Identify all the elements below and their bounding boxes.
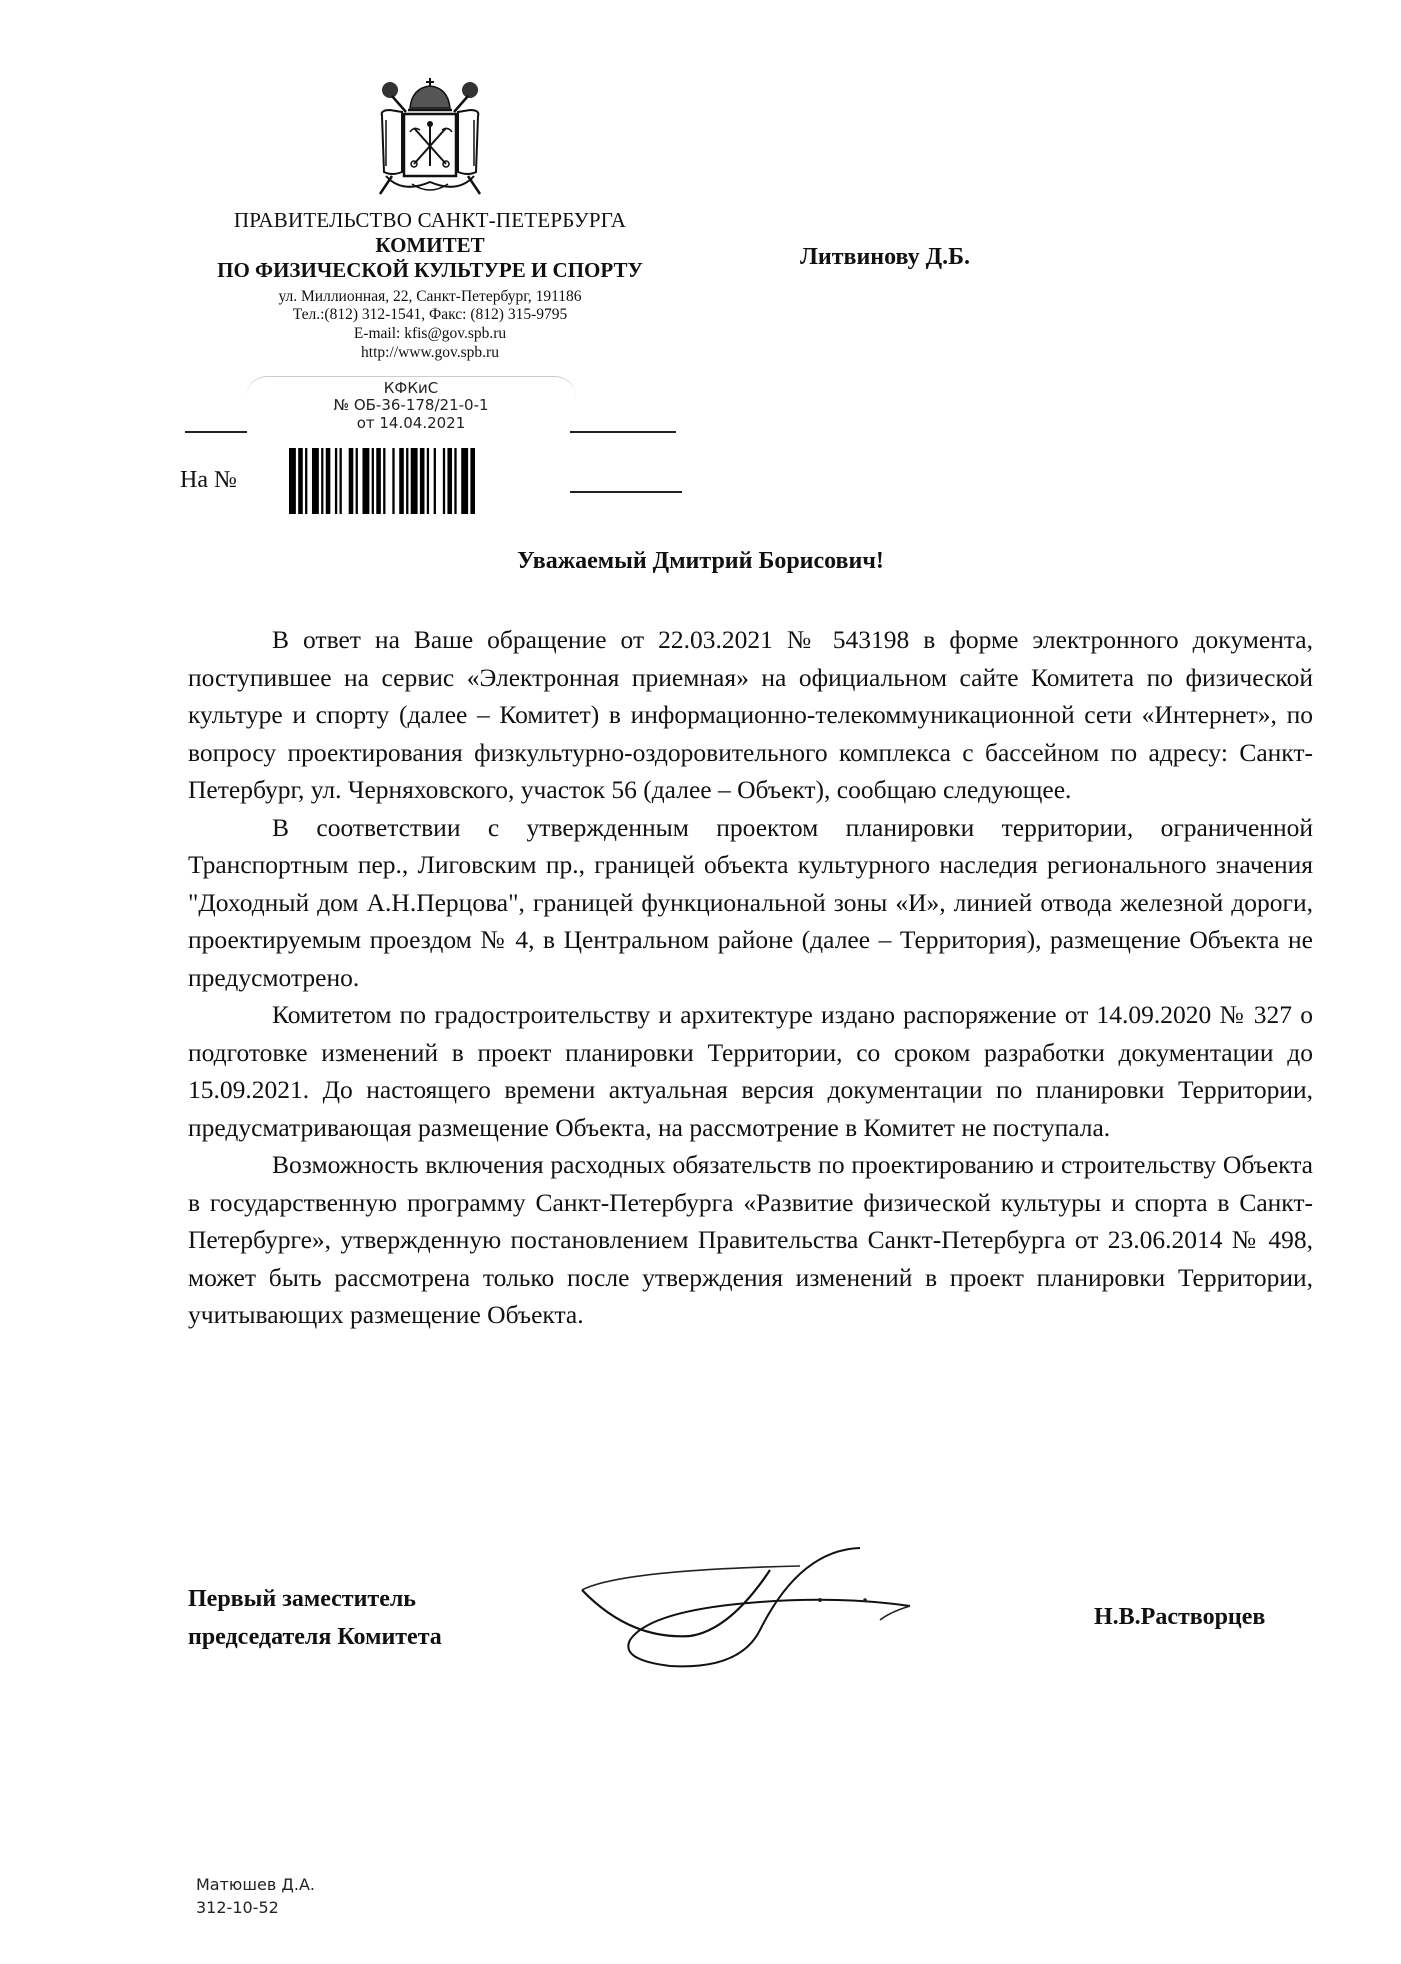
barcode-bar [376, 448, 381, 514]
executor-info [196, 1873, 315, 1919]
barcode-bar [461, 448, 468, 514]
website: http://www.gov.spb.ru [361, 344, 499, 362]
barcode-bar [411, 448, 418, 514]
recipient: Литвинову Д.Б. [800, 244, 971, 270]
body-paragraph: Комитетом по градостроительству и архитектуре издано распоряжение от 14.09.2020 № 327 о подготовке изменений в проект планировки Территории, со сроком разработки документации до 15.09.2021. До настоящего времени актуальная версия документации по планировки Территории, предусматривающая размещение Объекта, на рассмотрение в Комитет не поступала. [188, 1000, 1313, 1142]
barcode-bar [349, 448, 354, 514]
government-name: ПРАВИТЕЛЬСТВО САНКТ-ПЕТЕРБУРГА [233, 208, 627, 232]
barcode-icon [289, 448, 475, 514]
barcode-bar [356, 448, 358, 514]
letterhead [150, 208, 710, 363]
registration-stamp [246, 380, 576, 432]
reference-label: На № [180, 467, 237, 493]
greeting: Уважаемый Дмитрий Борисович! [517, 548, 884, 574]
address: ул. Миллионная, 22, Санкт-Петербург, 191186 [278, 287, 582, 305]
body-paragraph: Возможность включения расходных обязательств по проектированию и строительству Объекта в государственную программу Санкт-Петербурга «Развитие физической культуры и спорта в Санкт-Петербурге», утвержденную постановлением Правительства Санкт-Петербурга от 23.06.2014 № 498, может быть рассмотрена только после утверждения изменений в проект планировки Территории, учитывающих размещение Объекта. [188, 1150, 1313, 1329]
barcode-bar [406, 448, 408, 514]
barcode-bar [305, 448, 307, 514]
executor-name: Матюшев Д.А. [196, 1875, 316, 1894]
outgoing-number-line [185, 431, 247, 433]
signer-title-line1: Первый заместитель [188, 1586, 416, 1612]
stamp-organization: КФКиС [383, 379, 439, 397]
coat-of-arms-icon [372, 76, 488, 198]
letter-body [188, 621, 1313, 1334]
committee-name-line2: ПО ФИЗИЧЕСКОЙ КУЛЬТУРЕ И СПОРТУ [217, 258, 643, 283]
reference-date-line [570, 491, 682, 493]
barcode-bar [447, 448, 452, 514]
signer-title-line2: председателя Комитета [188, 1624, 442, 1650]
barcode-bar [326, 448, 331, 514]
barcode-bar [289, 448, 296, 514]
barcode-bar [340, 448, 342, 514]
barcode-bar [372, 448, 374, 514]
barcode-bar [298, 448, 303, 514]
email: E-mail: kfis@gov.spb.ru [353, 325, 507, 343]
stamp-number: № ОБ-36-178/21-0-1 [333, 396, 489, 415]
handwritten-signature-icon [560, 1540, 930, 1680]
barcode-bar [434, 448, 436, 514]
phone-fax: Тел.:(812) 312-1541, Факс: (812) 315-9795 [292, 306, 568, 324]
outgoing-date-line [570, 431, 676, 433]
barcode-bar [470, 448, 475, 514]
body-paragraph: В ответ на Ваше обращение от 22.03.2021 № 543198 в форме электронного документа, поступившее на сервис «Электронная приемная» на официальном сайте Комитета по физической культуре и спорту (далее – Комитет) в информационно-телекоммуникационной сети «Интернет», по вопросу проектирования физкультурно-оздоровительного комплекса с бассейном по адресу: Санкт-Петербург, ул. Черняховского, участок 56 (далее – Объект), сообщаю следующее. [188, 625, 1313, 804]
signer-name: Н.В.Растворцев [1094, 1604, 1266, 1630]
barcode-bar [335, 448, 337, 514]
barcode-bar [427, 448, 429, 514]
barcode-bar [454, 448, 456, 514]
contacts [150, 288, 710, 364]
committee-name-line1: КОМИТЕТ [375, 233, 485, 258]
barcode-bar [362, 448, 369, 514]
barcode-bar [312, 448, 319, 514]
signer-title [188, 1580, 442, 1656]
barcode-bar [399, 448, 404, 514]
barcode-bar [392, 448, 394, 514]
barcode-bar [443, 448, 445, 514]
stamp-date: от 14.04.2021 [356, 413, 466, 432]
barcode-bar [420, 448, 425, 514]
executor-phone: 312-10-52 [196, 1898, 279, 1917]
body-paragraph: В соответствии с утвержденным проектом планировки территории, ограниченной Транспортным пер., Лиговским пр., границей объекта культурного наследия регионального значения "Доходный дом А.Н.Перцова", границей функциональной зоны «И», линией отвода железной дороги, проектируемым проездом № 4, в Центральном районе (далее – Территория), размещение Объекта не предусмотрено. [188, 812, 1313, 992]
barcode-bar [383, 448, 385, 514]
barcode-bar [321, 448, 323, 514]
